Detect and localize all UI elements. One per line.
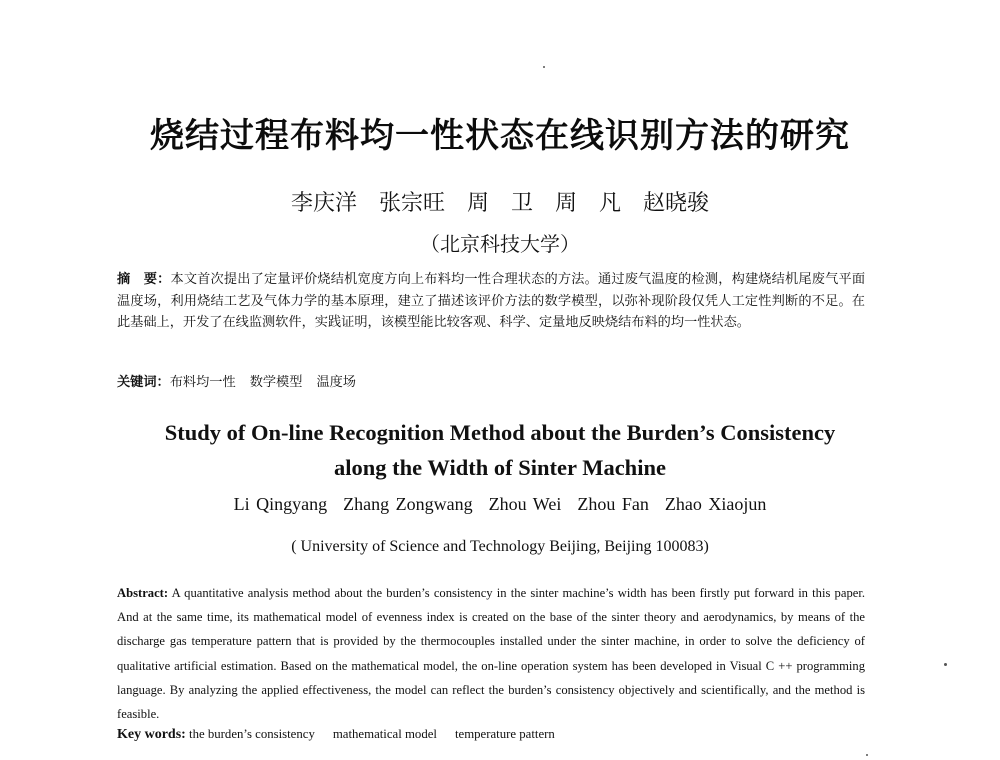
chinese-affiliation: （北京科技大学） (420, 232, 580, 256)
author-name: Zhou Fan (577, 494, 649, 514)
english-abstract (117, 581, 865, 726)
author-name: Zhao Xiaojun (664, 494, 767, 514)
chinese-keyword: 数学模型 (249, 375, 303, 390)
english-keywords-label: Key words: (117, 727, 186, 742)
english-abstract-text: A quantitative analysis method about the burden’s consistency in the sinter machine’s width has been firstly put forward in this paper. And at the same time, its mathematical model of evenness index is created on the base of the sinter theory and aerodynamics, by means of the discharge gas temperature pattern that is provided by the thermocouples installed under the sinter machine, in order to solve the deficiency of qualitative artificial estimation. Based on the mathematical model, the on-line operation system has been developed in Visual C ++ programming language. By analyzing the applied effectiveness, the model can reflect the burden’s consistency objectively and scientifically, and the method is feasible. (117, 586, 865, 722)
chinese-abstract (117, 269, 865, 334)
scan-speck (944, 663, 947, 666)
english-keyword: temperature pattern (454, 727, 555, 741)
english-title-line: along the Width of Sinter Machine (334, 455, 666, 480)
author-name: Zhang Zongwang (343, 494, 473, 514)
chinese-keywords-label: 关键词： (117, 375, 170, 390)
author-name: Li Qingyang (233, 494, 328, 514)
chinese-title: 烧结过程布料均一性状态在线识别方法的研究 (150, 116, 850, 156)
english-keyword: the burden’s consistency (189, 727, 315, 741)
english-title-line: Study of On-line Recognition Method about the Burden’s Consistency (164, 420, 836, 445)
english-authors (0, 494, 1000, 515)
author-name: Zhou Wei (488, 494, 562, 514)
chinese-abstract-text: 本文首次提出了定量评价烧结机宽度方向上布料均一性合理状态的方法。通过废气温度的检测，构建烧结机尾废气平面温度场，利用烧结工艺及气体力学的基本原理，建立了描述该评价方法的数学模型，以弥补现阶段仅凭人工定性判断的不足。在此基础上，开发了在线监测软件，实践证明，该模型能比较客观、科学、定量地反映烧结布料的均一性状态。 (117, 272, 866, 330)
chinese-abstract-label: 摘 要： (117, 272, 171, 287)
english-abstract-label: Abstract: (117, 586, 169, 600)
scan-speck (543, 66, 545, 68)
english-keywords (117, 724, 865, 745)
chinese-authors: 李庆洋 张宗旺 周 卫 周 凡 赵晓骏 (290, 191, 709, 216)
chinese-keyword: 布料均一性 (169, 375, 236, 390)
scan-speck (866, 754, 868, 756)
chinese-keywords (117, 373, 865, 393)
english-affiliation: ( University of Science and Technology Beijing, Beijing 100083) (291, 538, 709, 555)
chinese-keyword: 温度场 (316, 375, 356, 390)
english-title (100, 415, 900, 485)
english-keyword: mathematical model (332, 727, 437, 741)
